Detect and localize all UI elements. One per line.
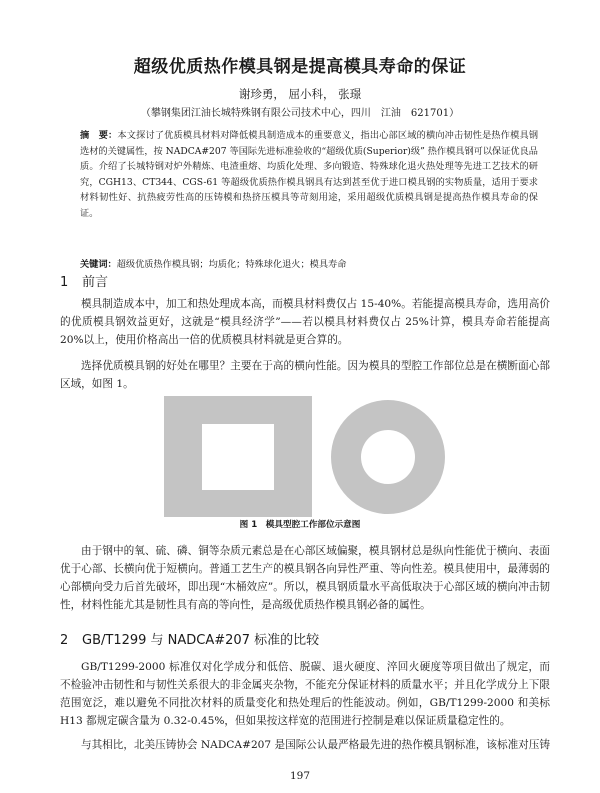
keywords-text: 超级优质热作模具钢；均质化；特殊球化退火；模具寿命 (116, 259, 347, 270)
section-heading-standards (60, 629, 319, 648)
paper-title: 超级优质热作模具钢是提高模具寿命的保证 (133, 57, 467, 77)
abstract-label: 摘 要： (80, 130, 118, 141)
paper-authors: 谢珍勇， 屈小科， 张璟 (238, 87, 362, 101)
paragraph-intro-1: 模具制造成本中，加工和热处理成本高，而模具材料费仅占 15-40%。若能提高模具寿命，选用高价的优质模具钢效益更好，这就是“模具经济学”——若以模具材料费仅占 25%计算，模具寿命若能提高 20%以上，使用价格高出一倍的优质模具材料就是更合算的。 (60, 298, 550, 346)
page-number: 197 (289, 770, 311, 782)
paper-affiliation: （攀钢集团江油长城特殊钢有限公司技术中心，四川 江油 621701） (140, 108, 460, 119)
keywords-label: 关键词： (80, 259, 117, 270)
figure-caption: 图 1 模具型腔工作部位示意图 (239, 520, 361, 530)
section-title: 前言 (82, 275, 109, 290)
paragraph-standards-1: GB/T1299-2000 标准仅对化学成分和低倍、脱碳、退火硬度、淬回火硬度等项目做出了规定，而不检验冲击韧性和与韧性关系很大的非金属夹杂物，不能充分保证材料的质量水平；并且化学成分上下限范围宽泛，难以避免不同批次材料的质量变化和热处理后的性能波动。例如，GB/T1299-2000 和美标 H13 都规定碳含量为 0.32-0.45%，但如果按这样宽的范围进行控制是难以保证质量稳定性的。 (60, 661, 550, 727)
keywords (80, 256, 538, 270)
section-number: 1 (60, 275, 69, 290)
abstract-text: 本文探讨了优质模具材料对降低模具制造成本的重要意义，指出心部区域的横向冲击韧性是热作模具钢选材的关键属性，按 NADCA#207 等国际先进标准验收的“超级优质(Superior)级” 热作模具钢可以保证优良品质。介绍了长城特钢对炉外精炼、电渣重熔、均质化处理、多向锻造、特殊球化退火热处理等先进工艺技术的研究，CGH13、CT344、CGS-61 等超级优质热作模具钢具有达到甚至优于进口模具钢的实物质量，适用于要求材料韧性好、抗热疲劳性高的压铸模和热挤压模具等苛刻用途，采用超级优质模具钢是提高热作模具寿命的保证。 (80, 130, 539, 219)
paragraph-intro-2: 选择优质模具钢的好处在哪里？主要在于高的横向性能。因为模具的型腔工作部位总是在横断面心部区域，如图 1。 (60, 360, 550, 390)
abstract (80, 128, 538, 222)
circular-cavity (361, 430, 415, 484)
figure-die-cavity-diagram (164, 396, 446, 518)
paragraph-standards-2: 与其相比，北美压铸协会 NADCA#207 是国际公认最严格最先进的热作模具钢标准，该标准对压铸 (81, 739, 550, 751)
section-number: 2 (60, 633, 69, 648)
section-title: GB/T1299 与 NADCA#207 标准的比较 (82, 633, 320, 648)
paragraph-intro-3: 由于钢中的氧、硫、磷、铜等杂质元素总是在心部区域偏聚，模具钢材总是纵向性能优于横向、表面优于心部、长横向优于短横向。普通工艺生产的模具钢各向异性严重、等向性差。模具使用中，最薄弱的心部横向受力后首先破坏，即出现“木桶效应”。所以，模具钢质量水平高低取决于心部区域的横向冲击韧性，材料性能尤其是韧性具有高的等向性，是高级优质热作模具钢必备的属性。 (60, 545, 550, 611)
rectangular-cavity (202, 424, 274, 490)
section-heading-introduction (60, 271, 108, 290)
